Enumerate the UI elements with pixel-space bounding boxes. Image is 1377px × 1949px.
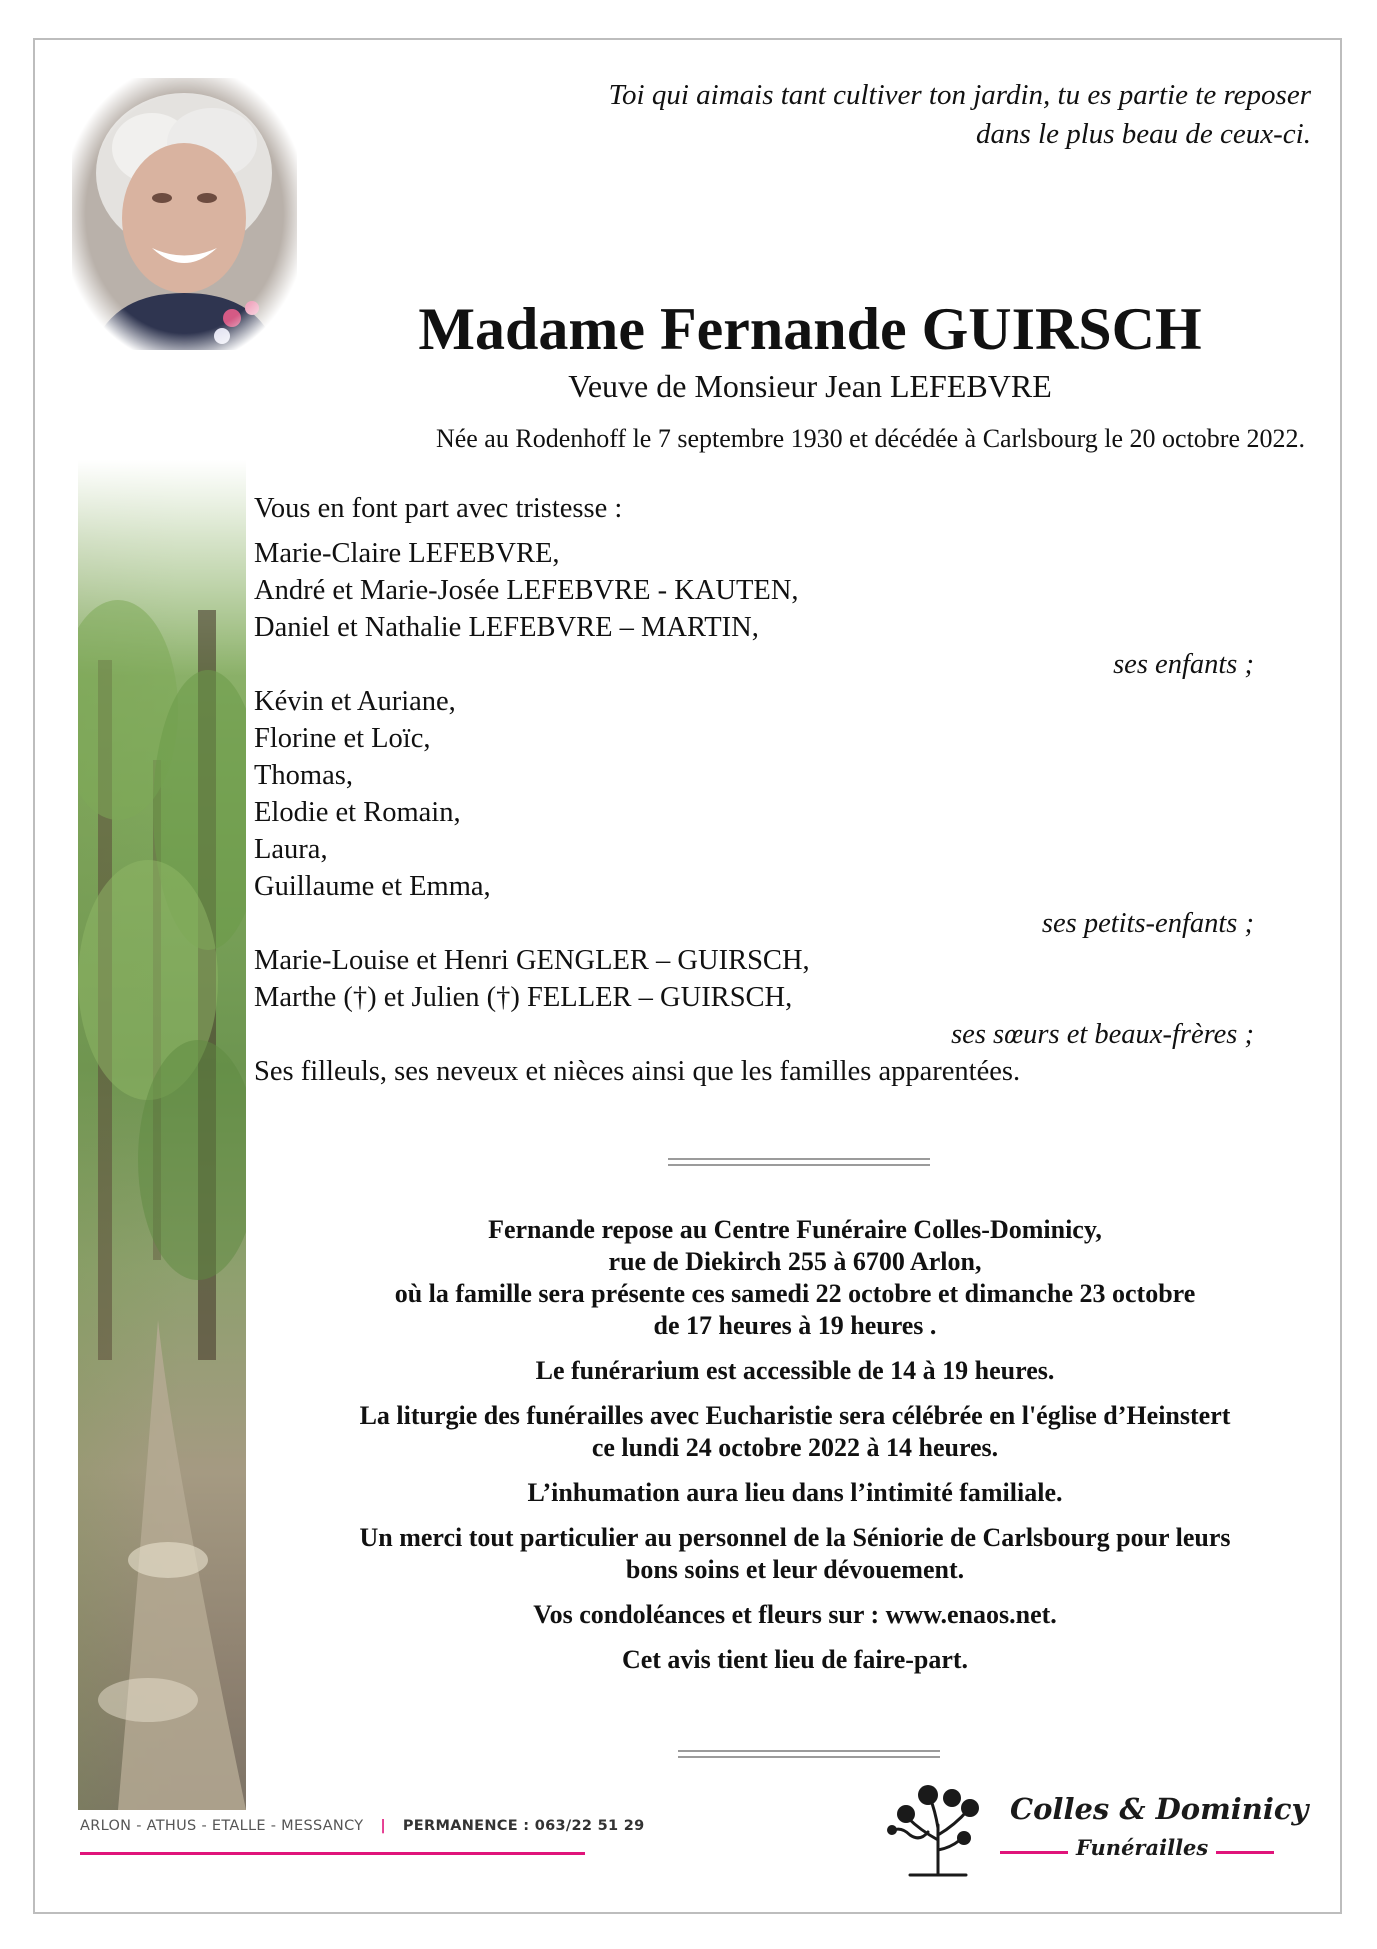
child-3: Daniel et Nathalie LEFEBVRE – MARTIN, bbox=[254, 612, 759, 643]
footer-permanence: PERMANENCE : 063/22 51 29 bbox=[402, 1818, 645, 1834]
announcement-intro: Vous en font part avec tristesse : bbox=[254, 493, 623, 524]
grandchild-2: Florine et Loïc, bbox=[254, 723, 431, 754]
portrait-photo bbox=[72, 78, 297, 350]
info-thanks-line-2: bons soins et leur dévouement. bbox=[625, 1555, 965, 1584]
birth-death-line: Née au Rodenhoff le 7 septembre 1930 et décédée à Carlsbourg le 20 octobre 2022. bbox=[435, 424, 1305, 453]
divider-top bbox=[668, 1158, 930, 1166]
funeral-info bbox=[250, 1214, 1340, 1689]
info-visitation-line-4: de 17 heures à 19 heures . bbox=[653, 1311, 937, 1340]
child-2: André et Marie-Josée LEFEBVRE - KAUTEN, bbox=[254, 575, 799, 606]
info-visitation bbox=[250, 1214, 1340, 1342]
logo-accent-right bbox=[1216, 1851, 1274, 1854]
info-burial: L’inhumation aura lieu dans l’intimité familiale. bbox=[527, 1478, 1063, 1507]
divider-bottom bbox=[678, 1750, 940, 1758]
info-liturgy-line-1: La liturgie des funérailles avec Eucharistie sera célébrée en l'église d’Heinstert bbox=[359, 1401, 1231, 1430]
info-visitation-line-2: rue de Diekirch 255 à 6700 Arlon, bbox=[608, 1247, 982, 1276]
family-announcement bbox=[254, 490, 1254, 1090]
grandchild-6: Guillaume et Emma, bbox=[254, 871, 491, 902]
epitaph-quote bbox=[411, 76, 1311, 154]
info-liturgy bbox=[250, 1400, 1340, 1464]
tree-icon bbox=[880, 1780, 990, 1880]
info-liturgy-line-2: ce lundi 24 octobre 2022 à 14 heures. bbox=[591, 1433, 999, 1462]
info-thanks bbox=[250, 1522, 1340, 1586]
sibling-2: Marthe (†) et Julien (†) FELLER – GUIRSCH, bbox=[254, 982, 793, 1013]
children-role: ses enfants ; bbox=[1113, 649, 1254, 680]
deceased-name: Madame Fernande GUIRSCH bbox=[418, 296, 1202, 362]
footer-accent-line bbox=[80, 1852, 585, 1855]
info-thanks-line-1: Un merci tout particulier au personnel de la Séniorie de Carlsbourg pour leurs bbox=[359, 1523, 1231, 1552]
grandchild-1: Kévin et Auriane, bbox=[254, 686, 456, 717]
info-funerarium-hours: Le funérarium est accessible de 14 à 19 heures. bbox=[535, 1356, 1055, 1385]
logo-subtitle: Funérailles bbox=[1076, 1835, 1209, 1860]
other-relatives: Ses filleuls, ses neveux et nièces ainsi que les familles apparentées. bbox=[254, 1056, 1021, 1087]
funeral-home-logo bbox=[880, 1780, 1309, 1880]
footer-separator: | bbox=[380, 1818, 386, 1834]
footer-contact bbox=[80, 1818, 645, 1834]
child-1: Marie-Claire LEFEBVRE, bbox=[254, 538, 560, 569]
info-notice: Cet avis tient lieu de faire-part. bbox=[621, 1645, 969, 1674]
footer-locations: ARLON - ATHUS - ETALLE - MESSANCY bbox=[80, 1818, 364, 1834]
info-visitation-line-1: Fernande repose au Centre Funéraire Colles-Dominicy, bbox=[488, 1215, 1102, 1244]
widow-of: Veuve de Monsieur Jean LEFEBVRE bbox=[568, 368, 1052, 404]
grandchild-4: Elodie et Romain, bbox=[254, 797, 461, 828]
siblings-role: ses sœurs et beaux-frères ; bbox=[951, 1019, 1254, 1050]
sibling-1: Marie-Louise et Henri GENGLER – GUIRSCH, bbox=[254, 945, 810, 976]
quote-line-2: dans le plus beau de ceux-ci. bbox=[975, 118, 1311, 150]
info-visitation-line-3: où la famille sera présente ces samedi 22 octobre et dimanche 23 octobre bbox=[394, 1279, 1196, 1308]
grandchild-3: Thomas, bbox=[254, 760, 353, 791]
forest-path-image bbox=[78, 460, 246, 1810]
grandchild-5: Laura, bbox=[254, 834, 328, 865]
quote-line-1: Toi qui aimais tant cultiver ton jardin, tu es partie te reposer bbox=[608, 79, 1311, 111]
logo-title: Colles & Dominicy bbox=[1010, 1792, 1309, 1826]
logo-accent-left bbox=[1000, 1851, 1068, 1854]
grandchildren-role: ses petits-enfants ; bbox=[1041, 908, 1254, 939]
info-condolences: Vos condoléances et fleurs sur : www.enaos.net. bbox=[533, 1600, 1057, 1629]
